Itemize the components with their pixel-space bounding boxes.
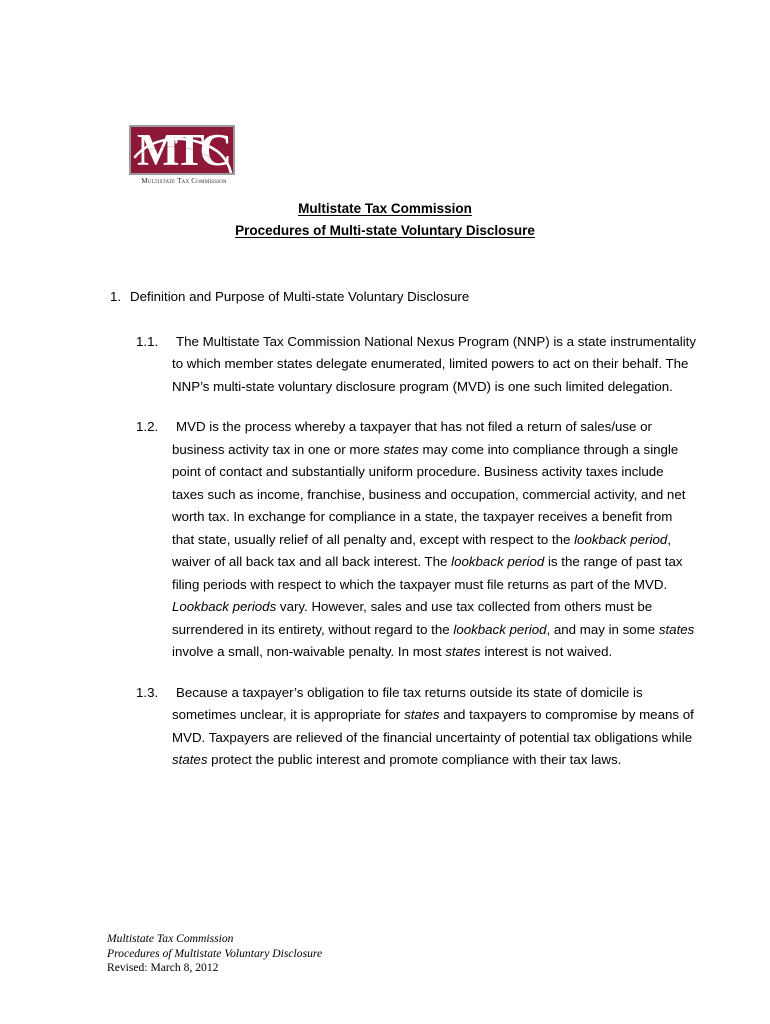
text-run: Because a taxpayer’s obligation to file tax returns outside its state of domicile is sometimes unclear, it is appropriate for — [172, 684, 643, 722]
section-heading-1 — [110, 286, 680, 309]
logo-mark-box — [129, 125, 235, 175]
emphasis-run: states — [404, 707, 440, 722]
text-run: is the range of past tax filing periods with respect to which the taxpayer must file returns as part of the MVD. — [172, 554, 683, 592]
clause-number: 1.2. — [136, 419, 159, 434]
text-run: protect the public interest and promote compliance with their tax laws. — [207, 752, 622, 767]
text-run: , and may in some — [546, 621, 659, 637]
section-number: 1. — [110, 289, 122, 304]
clause-number: 1.3. — [136, 684, 159, 700]
emphasis-run: lookback period — [453, 621, 547, 637]
text-run: MVD is the process whereby a taxpayer that has not filed a return of sales/use or business activity tax in one or more — [172, 419, 652, 457]
logo-letters: MTC — [137, 125, 227, 175]
text-run: involve a small, non-waivable penalty. In most — [172, 644, 446, 659]
emphasis-run: lookback period — [574, 531, 668, 547]
mtc-logo — [129, 125, 239, 185]
text-run: interest is not waived. — [480, 644, 613, 659]
spacer — [0, 309, 770, 331]
emphasis-run: states — [445, 644, 481, 659]
clause-text — [172, 685, 694, 768]
emphasis-run: states — [383, 441, 419, 457]
logo-caption: Multistate Tax Commission — [141, 177, 227, 185]
clause-1-1 — [136, 331, 696, 399]
spacer — [0, 398, 770, 416]
title-line-1: Multistate Tax Commission — [298, 201, 472, 216]
text-run: and taxpayers to compromise by means of MVD. Taxpayers are relieved of the financial uncertainty of potential tax obligations while — [172, 707, 694, 745]
footer-line-2: Procedures of Multistate Voluntary Disclosure — [107, 946, 323, 960]
clause-1-2 — [136, 416, 696, 664]
clause-text — [172, 419, 694, 659]
clause-text — [172, 334, 696, 394]
footer-line-1: Multistate Tax Commission — [107, 932, 234, 945]
section-heading-text: Definition and Purpose of Multi-state Voluntary Disclosure — [130, 289, 470, 304]
footer-line-3: Revised: March 8, 2012 — [107, 961, 219, 975]
text-run: , waiver of all back tax and all back interest. The — [172, 531, 671, 569]
document-body — [0, 286, 770, 772]
emphasis-run: lookback period — [451, 554, 545, 569]
text-run: The Multistate Tax Commission National Nexus Program (NNP) is a state instrumentality to which member states delegate enumerated, limited powers to act on their behalf. The NNP’s multi-state voluntary disclosure program (MVD) is one such limited delegation. — [172, 333, 696, 394]
clause-number: 1.1. — [136, 333, 159, 349]
spacer — [0, 664, 770, 682]
title-line-2: Procedures of Multi-state Voluntary Disclosure — [235, 223, 535, 238]
emphasis-run: states — [658, 621, 695, 637]
text-run: vary. However, sales and use tax collected from others must be surrendered in its entirety, without regard to the — [172, 599, 653, 637]
text-run: may come into compliance through a single point of contact and substantially uniform procedure. Business activity taxes include taxes such as income, franchise, business and occupation, commercial activity, and net worth tax. In exchange for compliance in a state, the taxpayer receives a benefit from that state, usually relief of all penalty and, except with respect to the — [172, 441, 686, 547]
emphasis-run: Lookback periods — [172, 599, 277, 614]
emphasis-run: states — [172, 752, 208, 767]
clause-1-3 — [136, 682, 696, 772]
page-footer — [107, 932, 322, 976]
swoosh-icon — [131, 127, 235, 175]
document-title — [0, 198, 770, 242]
